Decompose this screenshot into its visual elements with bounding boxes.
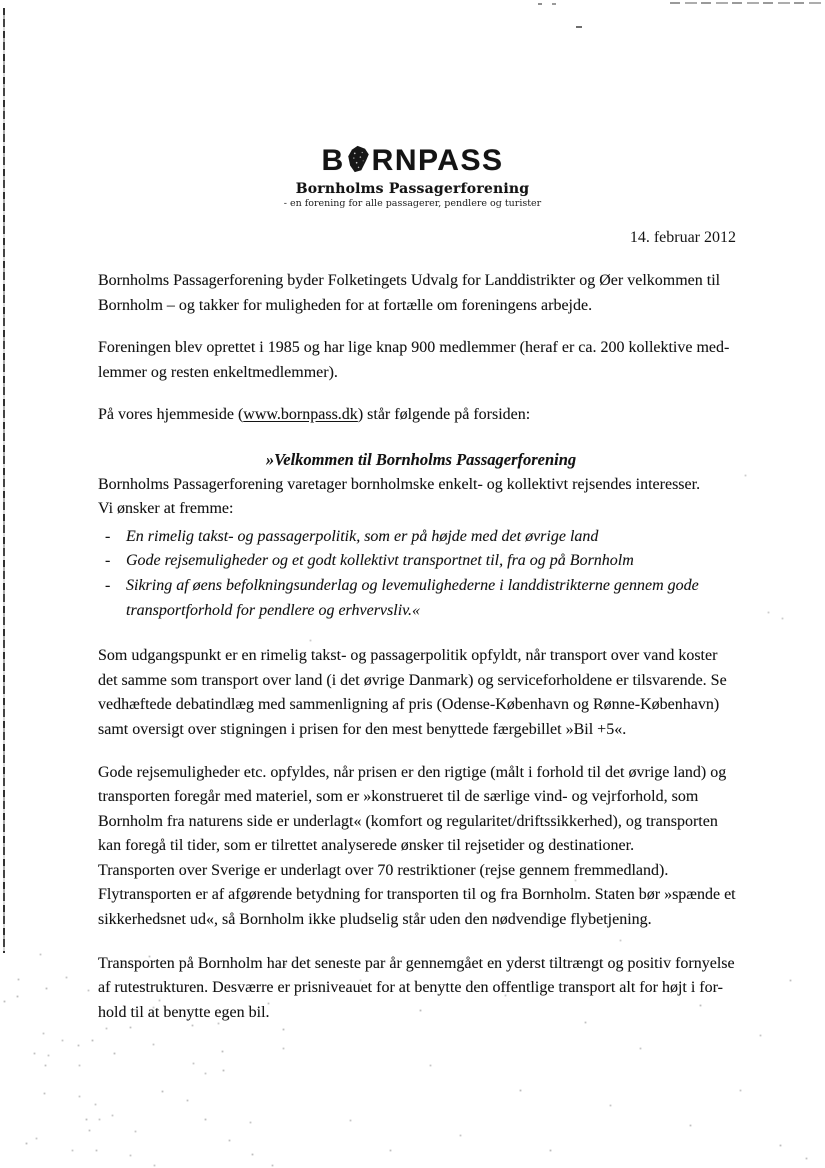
mission-bullet-list: [98, 525, 744, 623]
bullet-item: [98, 549, 744, 574]
scan-artifact-top-edge-line: [670, 2, 825, 4]
paragraph-transport: [98, 761, 744, 933]
bullet-text: [126, 525, 598, 550]
paragraph-mission: [98, 473, 744, 522]
text-line: Gode rejsemuligheder og et godt kollektivt transportnet til, fra og på Bornholm: [126, 552, 634, 570]
bullet-dash-marker: -: [105, 576, 111, 594]
text-line: Bornholm fra naturens side er underlagt« (komfort og regularitet/driftssikkerhed), og transporten: [98, 812, 718, 830]
text-line: det samme som transport over land (i det øvrige Danmark) og serviceforholdene er tilsvarende. Se: [98, 671, 727, 689]
org-tagline: - en forening for alle passagerer, pendlere og turister: [283, 198, 542, 209]
bornpass-logo: [0, 145, 825, 179]
bullet-item: [98, 574, 744, 623]
text-line: Bornholms Passagerforening byder Folketingets Udvalg for Landdistrikter og Øer velkommen til: [98, 272, 721, 289]
website-url: www.bornpass.dk: [243, 406, 358, 424]
text-line: lemmer og resten enkeltmedlemmer).: [98, 363, 338, 381]
quote-heading: »Velkommen til Bornholms Passagerforening: [265, 449, 577, 469]
scan-artifact-dash: [576, 26, 582, 28]
text-line: transportforhold for pendlere og erhvervsliv.«: [126, 601, 421, 619]
text-line: Gode rejsemuligheder etc. opfyldes, når prisen er den rigtige (målt i forhold til det øvrige land) og: [98, 763, 727, 781]
letterhead: [0, 145, 825, 209]
text-line: Flytransporten er af afgørende betydning for transporten til og fra Bornholm. Staten bør »spænde et: [98, 886, 736, 904]
paragraph-founded: [98, 336, 744, 385]
paragraph-pricing: [98, 644, 744, 742]
website-pre-text: På vores hjemmeside (: [98, 406, 244, 424]
paragraph-website: [98, 403, 744, 428]
text-line: Som udgangspunkt er en rimelig takst- og passagerpolitik opfyldt, når transport over vand koster: [98, 647, 718, 665]
paragraph-closing: [98, 952, 744, 1026]
bullet-dash-marker: -: [105, 552, 111, 570]
text-line: Bornholm – og takker for muligheden for at fortælle om foreningens arbejde.: [98, 296, 593, 314]
text-line: vedhæftede debatindlæg med sammenligning af pris (Odense-København og Rønne-København): [98, 696, 720, 714]
org-name: Bornholms Passagerforening: [295, 181, 530, 197]
bullet-dash-marker: -: [105, 527, 111, 545]
scan-artifact-dash: [552, 3, 556, 5]
bullet-text: [126, 574, 699, 623]
logo-text-prefix: B: [321, 144, 345, 177]
letter-date: 14. februar 2012: [629, 229, 736, 246]
text-line: Transporten over Sverige er underlagt over 70 restriktioner (rejse gennem fremmedland).: [98, 861, 669, 879]
website-post-text: ) står følgende på forsiden:: [357, 406, 531, 424]
scan-noise-speckles: [0, 0, 1, 1]
text-line: Foreningen blev oprettet i 1985 og har lige knap 900 medlemmer (heraf er ca. 200 kollektive med-: [98, 339, 730, 357]
paragraph-welcome: [98, 269, 744, 318]
letter-body: [98, 269, 744, 1025]
text-line: kan foregå til tider, som er tilrettet analyserede ønsker til rejsetider og destinationer.: [98, 837, 635, 855]
text-line: samt oversigt over stigningen i prisen for den mest benyttede færgebillet »Bil +5«.: [98, 720, 627, 738]
text-line: hold til at benytte egen bil.: [98, 1003, 270, 1021]
website-sentence: [98, 406, 530, 423]
text-line: af rutestrukturen. Desværre er prisniveauet for at benytte den offentlige transport alt for højt i for-: [98, 979, 723, 997]
logo-text-suffix: RNPASS: [371, 144, 504, 177]
text-line: Sikring af øens befolkningsunderlag og levemulighederne i landdistrikterne gennem gode: [126, 576, 699, 594]
bullet-text: [126, 549, 634, 574]
text-line: Transporten på Bornholm har det seneste par år gennemgået en yderst tiltrængt og positiv fornyelse: [98, 954, 735, 972]
text-line: transporten foregår med materiel, som er »konstrueret til de særlige vind- og vejrforhold, som: [98, 788, 699, 806]
text-line: sikkerhedsnet ud«, så Bornholm ikke pludselig står uden den nødvendige flybetjening.: [98, 911, 652, 929]
text-line: Bornholms Passagerforening varetager bornholmske enkelt- og kollektivt rejsendes interesser.: [98, 475, 701, 493]
bullet-item: [98, 525, 744, 550]
text-line: En rimelig takst- og passagerpolitik, som er på højde med det øvrige land: [126, 527, 599, 545]
bornholm-island-icon: [346, 145, 371, 179]
scan-artifact-dash: [538, 3, 542, 5]
text-line: Vi ønsker at fremme:: [98, 500, 234, 518]
